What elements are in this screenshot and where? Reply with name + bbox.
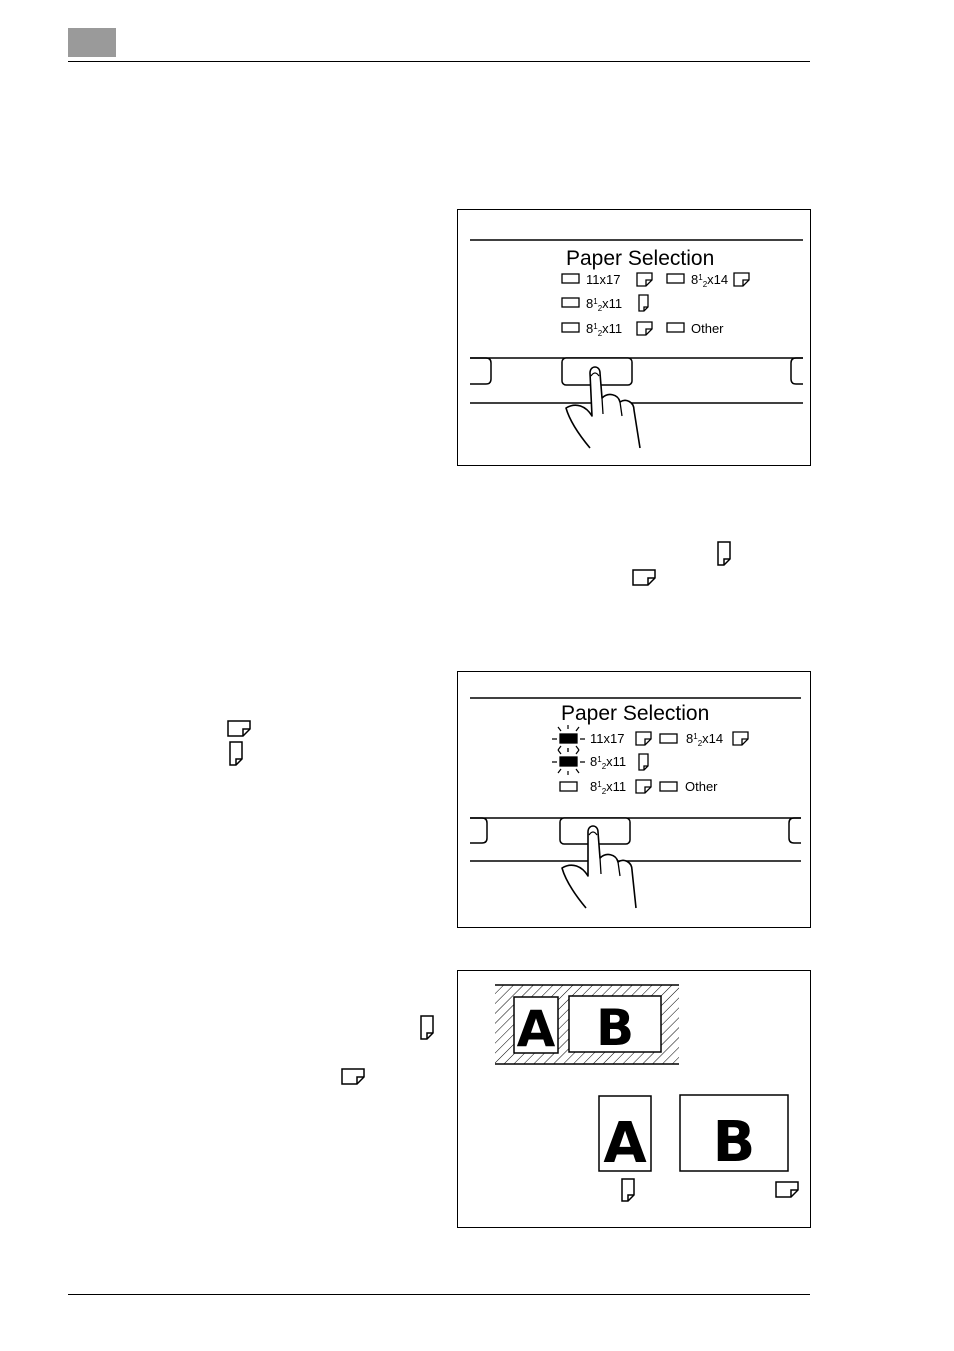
left-key: [470, 358, 491, 384]
portrait-paper-icon: [622, 1179, 634, 1201]
landscape-paper-icon: [637, 322, 652, 335]
size-8half-x11-landscape-label: $8^1_2x11$: [590, 779, 627, 796]
chapter-tab: [68, 28, 116, 57]
size-8half-x11-portrait-label: $8^1_2x11$: [590, 754, 627, 771]
landscape-paper-icon: [632, 569, 656, 586]
copy-b: [680, 1095, 788, 1175]
size-8half-x14-label: $8^1_2x14$: [686, 731, 724, 748]
portrait-paper-icon: [419, 1015, 435, 1041]
landscape-paper-icon: [636, 732, 651, 745]
indicator-lamp: [562, 274, 579, 283]
header-rule: [68, 61, 810, 62]
image-split-panel: [457, 970, 811, 1228]
letter-b: B: [712, 1110, 756, 1175]
paper-selection-panel-2: [457, 671, 811, 928]
landscape-paper-icon: [637, 273, 652, 286]
paper-selection-panel-1: [457, 209, 811, 466]
size-8half-x11-portrait-label: $8^1_2x11$: [586, 296, 623, 313]
indicator-lamp: [660, 734, 677, 743]
size-11x17-label: 11x17: [590, 731, 625, 746]
size-other-label: Other: [685, 779, 718, 794]
right-key: [789, 818, 801, 843]
indicator-lamp: [562, 298, 579, 307]
letter-a: A: [516, 1000, 556, 1058]
landscape-paper-icon: [733, 732, 748, 745]
panel1-title: Paper Selection: [566, 247, 715, 270]
size-8half-x14-label: $8^1_2x14$: [691, 272, 729, 289]
blinking-indicator-8half-x11: [552, 748, 585, 775]
panel2-title: Paper Selection: [561, 702, 710, 725]
landscape-paper-icon: [227, 720, 251, 737]
left-key: [470, 818, 487, 843]
letter-a: A: [603, 1111, 647, 1176]
portrait-paper-icon: [716, 541, 732, 567]
portrait-paper-icon: [228, 741, 244, 767]
size-8half-x11-landscape-label: $8^1_2x11$: [586, 321, 623, 338]
letter-b: B: [595, 999, 635, 1057]
blinking-indicator-11x17: [552, 725, 585, 752]
indicator-lamp: [667, 274, 684, 283]
indicator-lamp: [560, 782, 577, 791]
size-11x17-label: 11x17: [586, 272, 621, 287]
footer-rule: [68, 1294, 810, 1295]
right-key: [791, 358, 803, 384]
landscape-paper-icon: [341, 1068, 365, 1085]
size-other-label: Other: [691, 321, 724, 336]
portrait-paper-icon: [639, 754, 648, 770]
portrait-paper-icon: [639, 295, 648, 311]
indicator-lamp: [667, 323, 684, 332]
copy-a: [599, 1096, 651, 1176]
landscape-paper-icon: [734, 273, 749, 286]
landscape-paper-icon: [776, 1182, 798, 1197]
indicator-lamp: [562, 323, 579, 332]
original-document: [495, 985, 679, 1064]
landscape-paper-icon: [636, 780, 651, 793]
indicator-lamp: [660, 782, 677, 791]
